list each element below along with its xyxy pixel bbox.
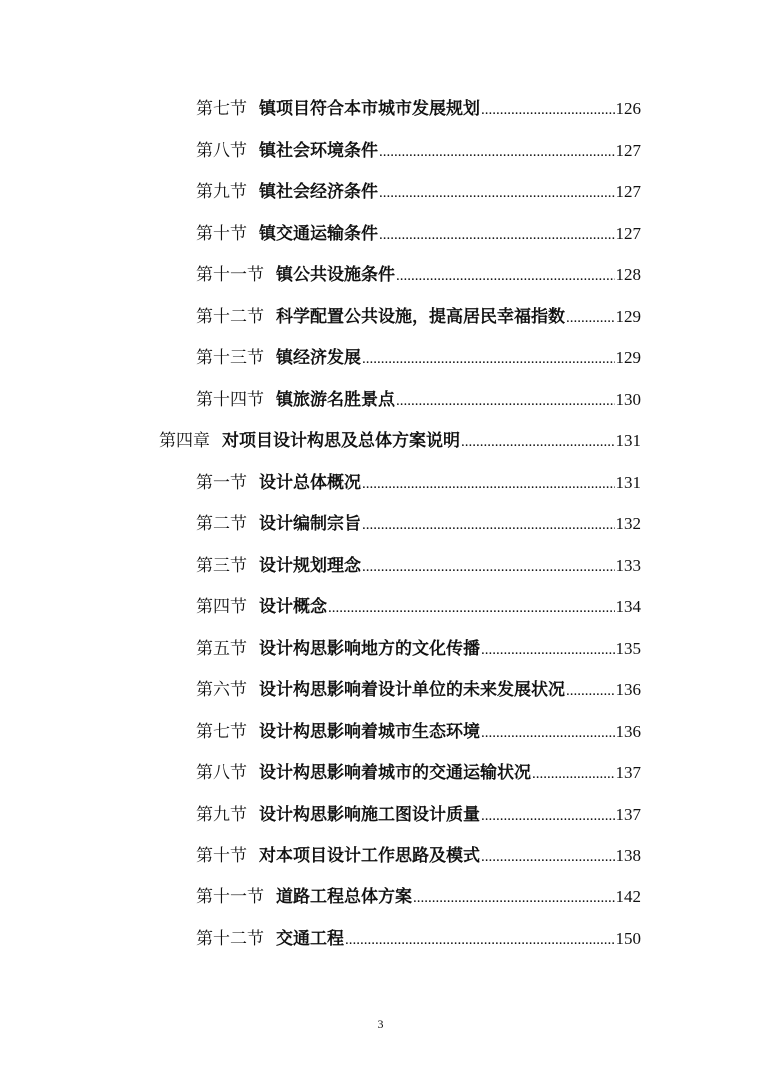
toc-entry-number: 第十三节 <box>196 348 264 368</box>
toc-leader-dots <box>481 635 615 665</box>
toc-leader-dots <box>413 883 615 913</box>
toc-leader-dots <box>362 469 615 499</box>
toc-entry[interactable] <box>196 592 641 622</box>
toc-entry-number: 第八节 <box>196 141 247 161</box>
toc-entry-number: 第七节 <box>196 722 247 742</box>
toc-entry-number: 第十二节 <box>196 929 264 949</box>
toc-entry-page: 128 <box>615 265 641 284</box>
toc-entry-title: 镇社会环境条件 <box>259 141 378 161</box>
toc-entry[interactable] <box>196 343 641 373</box>
toc-entry-page: 129 <box>615 307 641 326</box>
toc-leader-dots <box>396 261 615 291</box>
toc-entry-page: 134 <box>615 597 641 616</box>
toc-entry[interactable] <box>196 675 641 705</box>
toc-entry-title: 交通工程 <box>276 929 344 949</box>
toc-entry-number: 第十四节 <box>196 390 264 410</box>
toc-entry[interactable] <box>196 468 641 498</box>
toc-entry-number: 第十一节 <box>196 887 264 907</box>
toc-entry-page: 138 <box>615 846 641 865</box>
toc-entry[interactable] <box>196 882 641 912</box>
toc-entry[interactable] <box>196 219 641 249</box>
toc-entry-title: 设计构思影响着城市的交通运输状况 <box>259 763 531 783</box>
toc-entry-title: 镇项目符合本市城市发展规划 <box>259 99 480 119</box>
toc-entry-page: 142 <box>615 887 641 906</box>
toc-leader-dots <box>481 95 615 125</box>
toc-entry[interactable] <box>196 924 641 954</box>
toc-entry-title: 设计编制宗旨 <box>259 514 361 534</box>
toc-leader-dots <box>328 593 615 623</box>
toc-entry-number: 第六节 <box>196 680 247 700</box>
toc-entry-title: 设计总体概况 <box>259 473 361 493</box>
toc-entry-number: 第二节 <box>196 514 247 534</box>
toc-entry-number: 第三节 <box>196 556 247 576</box>
toc-entry-title: 对本项目设计工作思路及模式 <box>259 846 480 866</box>
toc-entry[interactable] <box>196 841 641 871</box>
toc-entry-page: 129 <box>615 348 641 367</box>
toc-leader-dots <box>481 718 615 748</box>
toc-entry-number: 第四章 <box>159 431 210 451</box>
toc-entry-page: 127 <box>615 141 641 160</box>
toc-entry-page: 127 <box>615 182 641 201</box>
toc-leader-dots <box>481 842 615 872</box>
toc-entry[interactable] <box>196 260 641 290</box>
toc-leader-dots <box>362 510 615 540</box>
toc-entry[interactable] <box>196 302 641 332</box>
toc-leader-dots <box>532 759 615 789</box>
toc-leader-dots <box>362 552 615 582</box>
toc-entry-title: 设计构思影响着城市生态环境 <box>259 722 480 742</box>
toc-entry[interactable] <box>196 800 641 830</box>
toc-entry-number: 第五节 <box>196 639 247 659</box>
toc-entry-title: 道路工程总体方案 <box>276 887 412 907</box>
toc-entry-number: 第七节 <box>196 99 247 119</box>
toc-entry[interactable] <box>196 634 641 664</box>
toc-entry-page: 136 <box>615 680 641 699</box>
toc-leader-dots <box>345 925 615 955</box>
toc-entry-page: 150 <box>615 929 641 948</box>
toc-entry-page: 136 <box>615 722 641 741</box>
toc-entry-number: 第九节 <box>196 805 247 825</box>
toc-entry-number: 第九节 <box>196 182 247 202</box>
toc-entry-page: 131 <box>615 431 641 450</box>
page-number: 3 <box>377 1017 384 1031</box>
toc-entry[interactable] <box>196 509 641 539</box>
toc-entry-title: 对项目设计构思及总体方案说明 <box>222 431 460 451</box>
toc-entry-number: 第十节 <box>196 846 247 866</box>
toc-entry-page: 137 <box>615 763 641 782</box>
toc-entry-page: 132 <box>615 514 641 533</box>
toc-entry-title: 设计构思影响地方的文化传播 <box>259 639 480 659</box>
toc-entry[interactable] <box>196 136 641 166</box>
toc-entry-page: 127 <box>615 224 641 243</box>
toc-entry-title: 科学配置公共设施，提高居民幸福指数 <box>276 307 565 327</box>
toc-entry-number: 第八节 <box>196 763 247 783</box>
toc-leader-dots <box>379 137 615 167</box>
toc-entry[interactable] <box>196 758 641 788</box>
toc-leader-dots <box>379 178 615 208</box>
toc-entry-number: 第一节 <box>196 473 247 493</box>
toc-leader-dots <box>566 303 615 333</box>
toc-entry-page: 137 <box>615 805 641 824</box>
toc-entry-title: 设计构思影响着设计单位的未来发展状况 <box>259 680 565 700</box>
toc-entry[interactable] <box>196 385 641 415</box>
toc-entry-page: 130 <box>615 390 641 409</box>
toc-entry-title: 设计概念 <box>259 597 327 617</box>
toc-entry[interactable] <box>196 94 641 124</box>
toc-entry[interactable] <box>196 717 641 747</box>
toc-entry-number: 第四节 <box>196 597 247 617</box>
toc-leader-dots <box>461 427 615 457</box>
toc-entry-number: 第十二节 <box>196 307 264 327</box>
toc-leader-dots <box>379 220 615 250</box>
toc-entry-title: 设计构思影响施工图设计质量 <box>259 805 480 825</box>
toc-entry-page: 135 <box>615 639 641 658</box>
toc-entry[interactable] <box>196 177 641 207</box>
toc-entry-title: 镇社会经济条件 <box>259 182 378 202</box>
toc-entry[interactable] <box>196 551 641 581</box>
toc-leader-dots <box>566 676 615 706</box>
toc-entry-title: 镇交通运输条件 <box>259 224 378 244</box>
toc-entry-title: 镇公共设施条件 <box>276 265 395 285</box>
toc-entry-page: 126 <box>615 99 641 118</box>
toc-entry-title: 镇经济发展 <box>276 348 361 368</box>
toc-entry-page: 131 <box>615 473 641 492</box>
toc-entry-title: 设计规划理念 <box>259 556 361 576</box>
toc-leader-dots <box>362 344 615 374</box>
toc-entry-number: 第十一节 <box>196 265 264 285</box>
toc-leader-dots <box>481 801 615 831</box>
toc-entry-page: 133 <box>615 556 641 575</box>
toc-chapter-entry[interactable] <box>159 426 641 456</box>
toc-leader-dots <box>396 386 615 416</box>
toc-entry-title: 镇旅游名胜景点 <box>276 390 395 410</box>
toc-entry-number: 第十节 <box>196 224 247 244</box>
